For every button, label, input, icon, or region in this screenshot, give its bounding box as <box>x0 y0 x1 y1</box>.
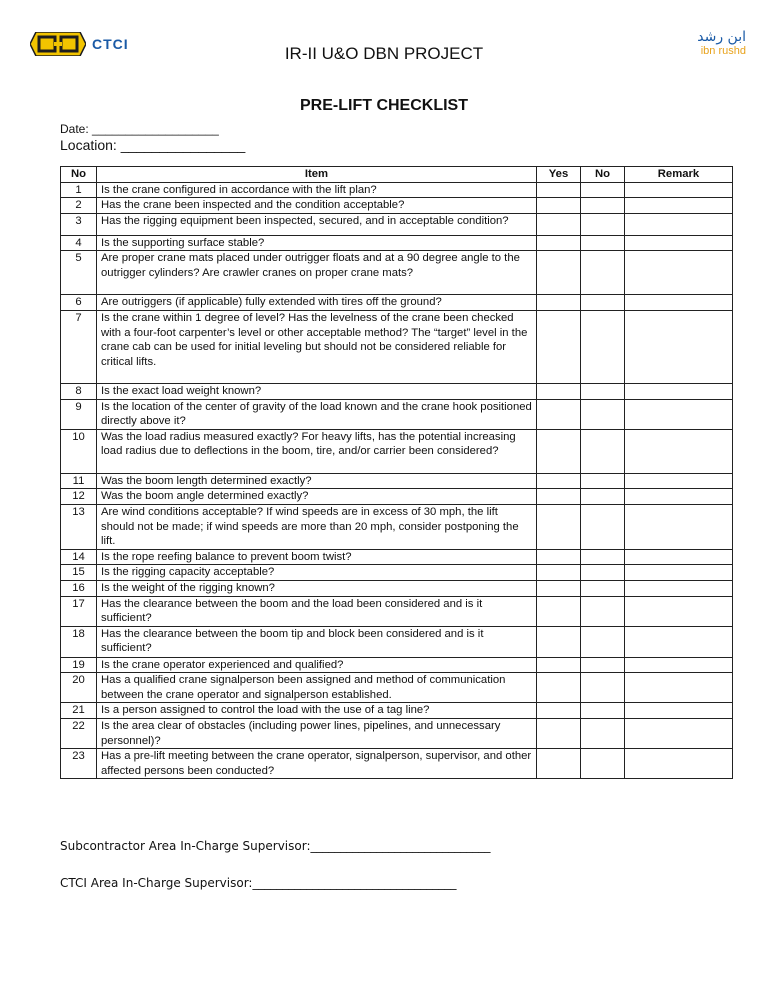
row-number: 23 <box>61 749 97 779</box>
row-item: Are wind conditions acceptable? If wind speeds are in excess of 30 mph, the lift should not be made; if wind speeds are more than 20 mph, consider postponing the lift. <box>97 504 537 549</box>
yes-cell[interactable] <box>537 703 581 719</box>
remark-cell[interactable] <box>625 295 733 311</box>
remark-cell[interactable] <box>625 473 733 489</box>
no-cell[interactable] <box>581 473 625 489</box>
location-field: Location: ________________ <box>60 137 246 153</box>
row-number: 20 <box>61 673 97 703</box>
row-item: Is the exact load weight known? <box>97 383 537 399</box>
remark-cell[interactable] <box>625 549 733 565</box>
row-item: Is the crane within 1 degree of level? Has the levelness of the crane been checked with a four-foot carpenter’s level or other acceptable method? The “target” level in the crane cab can be used for initial leveling but should not be considered reliable for critical lifts. <box>97 310 537 383</box>
no-cell[interactable] <box>581 549 625 565</box>
row-number: 11 <box>61 473 97 489</box>
remark-cell[interactable] <box>625 383 733 399</box>
row-number: 7 <box>61 310 97 383</box>
remark-cell[interactable] <box>625 235 733 251</box>
table-row <box>61 626 733 657</box>
no-cell[interactable] <box>581 235 625 251</box>
table-row <box>61 719 733 749</box>
no-cell[interactable] <box>581 703 625 719</box>
table-row <box>61 504 733 549</box>
no-cell[interactable] <box>581 383 625 399</box>
remark-cell[interactable] <box>625 657 733 673</box>
row-item: Is the crane configured in accordance with the lift plan? <box>97 182 537 198</box>
row-item: Has the crane been inspected and the condition acceptable? <box>97 198 537 214</box>
table-row <box>61 429 733 473</box>
table-row <box>61 657 733 673</box>
remark-cell[interactable] <box>625 580 733 596</box>
remark-cell[interactable] <box>625 719 733 749</box>
no-cell[interactable] <box>581 310 625 383</box>
no-cell[interactable] <box>581 399 625 429</box>
row-number: 15 <box>61 565 97 581</box>
row-number: 21 <box>61 703 97 719</box>
ctci-signature-line: CTCI Area In-Charge Supervisor:__________________________________ <box>60 876 457 890</box>
row-number: 16 <box>61 580 97 596</box>
yes-cell[interactable] <box>537 235 581 251</box>
remark-cell[interactable] <box>625 703 733 719</box>
yes-cell[interactable] <box>537 749 581 779</box>
no-cell[interactable] <box>581 565 625 581</box>
yes-cell[interactable] <box>537 473 581 489</box>
yes-cell[interactable] <box>537 657 581 673</box>
header-remark: Remark <box>625 167 733 183</box>
table-row <box>61 182 733 198</box>
remark-cell[interactable] <box>625 310 733 383</box>
no-cell[interactable] <box>581 596 625 626</box>
row-item: Are proper crane mats placed under outrigger floats and at a 90 degree angle to the outrigger cylinders? Are crawler cranes on proper crane mats? <box>97 251 537 295</box>
yes-cell[interactable] <box>537 251 581 295</box>
remark-cell[interactable] <box>625 626 733 657</box>
project-title: IR-II U&O DBN PROJECT <box>284 44 484 63</box>
table-row <box>61 198 733 214</box>
header-no: No <box>61 167 97 183</box>
no-cell[interactable] <box>581 251 625 295</box>
remark-cell[interactable] <box>625 198 733 214</box>
remark-cell[interactable] <box>625 489 733 505</box>
row-item: Is the area clear of obstacles (including power lines, pipelines, and unnecessary personnel)? <box>97 719 537 749</box>
no-cell[interactable] <box>581 213 625 235</box>
row-number: 14 <box>61 549 97 565</box>
table-row <box>61 565 733 581</box>
row-number: 8 <box>61 383 97 399</box>
row-item: Is the rope reefing balance to prevent boom twist? <box>97 549 537 565</box>
header-no-answer: No <box>581 167 625 183</box>
no-cell[interactable] <box>581 198 625 214</box>
table-row <box>61 596 733 626</box>
row-number: 17 <box>61 596 97 626</box>
row-item: Has a qualified crane signalperson been assigned and method of communication between the crane operator and signalperson established. <box>97 673 537 703</box>
table-row <box>61 213 733 235</box>
yes-cell[interactable] <box>537 549 581 565</box>
yes-cell[interactable] <box>537 383 581 399</box>
remark-cell[interactable] <box>625 565 733 581</box>
row-number: 13 <box>61 504 97 549</box>
table-row <box>61 251 733 295</box>
row-number: 4 <box>61 235 97 251</box>
row-number: 5 <box>61 251 97 295</box>
remark-cell[interactable] <box>625 504 733 549</box>
row-number: 3 <box>61 213 97 235</box>
yes-cell[interactable] <box>537 719 581 749</box>
remark-cell[interactable] <box>625 429 733 473</box>
table-row <box>61 580 733 596</box>
remark-cell[interactable] <box>625 213 733 235</box>
no-cell[interactable] <box>581 182 625 198</box>
row-item: Has the clearance between the boom tip and block been considered and is it sufficient? <box>97 626 537 657</box>
no-cell[interactable] <box>581 749 625 779</box>
table-row <box>61 383 733 399</box>
table-row <box>61 673 733 703</box>
row-item: Was the load radius measured exactly? For heavy lifts, has the potential increasing load radius due to deflections in the boom, tire, and/or carrier been considered? <box>97 429 537 473</box>
row-number: 10 <box>61 429 97 473</box>
remark-cell[interactable] <box>625 251 733 295</box>
row-item: Is the weight of the rigging known? <box>97 580 537 596</box>
remark-cell[interactable] <box>625 749 733 779</box>
row-item: Has the rigging equipment been inspected, secured, and in acceptable condition? <box>97 213 537 235</box>
yes-cell[interactable] <box>537 182 581 198</box>
table-row <box>61 399 733 429</box>
row-number: 19 <box>61 657 97 673</box>
yes-cell[interactable] <box>537 673 581 703</box>
row-item: Has the clearance between the boom and the load been considered and is it sufficient? <box>97 596 537 626</box>
yes-cell[interactable] <box>537 565 581 581</box>
yes-cell[interactable] <box>537 310 581 383</box>
no-cell[interactable] <box>581 504 625 549</box>
yes-cell[interactable] <box>537 295 581 311</box>
remark-cell[interactable] <box>625 182 733 198</box>
table-row <box>61 703 733 719</box>
no-cell[interactable] <box>581 580 625 596</box>
table-header-row <box>61 167 733 183</box>
table-row <box>61 489 733 505</box>
ibn-rushd-logo-english: ibn rushd <box>700 45 746 57</box>
no-cell[interactable] <box>581 657 625 673</box>
yes-cell[interactable] <box>537 198 581 214</box>
remark-cell[interactable] <box>625 673 733 703</box>
header-yes: Yes <box>537 167 581 183</box>
row-item: Is the supporting surface stable? <box>97 235 537 251</box>
document-title: PRE-LIFT CHECKLIST <box>300 97 468 114</box>
remark-cell[interactable] <box>625 399 733 429</box>
table-row <box>61 749 733 779</box>
table-row <box>61 473 733 489</box>
yes-cell[interactable] <box>537 626 581 657</box>
row-item: Is the location of the center of gravity of the load known and the crane hook positioned directly above it? <box>97 399 537 429</box>
yes-cell[interactable] <box>537 399 581 429</box>
yes-cell[interactable] <box>537 213 581 235</box>
yes-cell[interactable] <box>537 489 581 505</box>
row-number: 12 <box>61 489 97 505</box>
row-item: Was the boom angle determined exactly? <box>97 489 537 505</box>
row-item: Is a person assigned to control the load with the use of a tag line? <box>97 703 537 719</box>
row-number: 9 <box>61 399 97 429</box>
ibn-rushd-logo-arabic: ابن رشد <box>697 29 746 45</box>
row-item: Was the boom length determined exactly? <box>97 473 537 489</box>
row-item: Is the crane operator experienced and qualified? <box>97 657 537 673</box>
row-number: 18 <box>61 626 97 657</box>
header-item: Item <box>97 167 537 183</box>
yes-cell[interactable] <box>537 429 581 473</box>
row-item: Are outriggers (if applicable) fully extended with tires off the ground? <box>97 295 537 311</box>
subcontractor-signature-line: Subcontractor Area In-Charge Supervisor:______________________________ <box>60 839 491 853</box>
row-number: 2 <box>61 198 97 214</box>
yes-cell[interactable] <box>537 580 581 596</box>
row-item: Has a pre-lift meeting between the crane operator, signalperson, supervisor, and other affected persons been conducted? <box>97 749 537 779</box>
no-cell[interactable] <box>581 429 625 473</box>
no-cell[interactable] <box>581 673 625 703</box>
row-number: 22 <box>61 719 97 749</box>
row-number: 1 <box>61 182 97 198</box>
date-field: Date: ___________________ <box>60 122 219 136</box>
no-cell[interactable] <box>581 295 625 311</box>
no-cell[interactable] <box>581 626 625 657</box>
checklist-table <box>60 166 733 779</box>
row-number: 6 <box>61 295 97 311</box>
table-row <box>61 295 733 311</box>
table-row <box>61 549 733 565</box>
yes-cell[interactable] <box>537 596 581 626</box>
yes-cell[interactable] <box>537 504 581 549</box>
table-row <box>61 235 733 251</box>
remark-cell[interactable] <box>625 596 733 626</box>
table-row <box>61 310 733 383</box>
no-cell[interactable] <box>581 489 625 505</box>
ctci-logo-text: CTCI <box>92 36 129 52</box>
no-cell[interactable] <box>581 719 625 749</box>
row-item: Is the rigging capacity acceptable? <box>97 565 537 581</box>
